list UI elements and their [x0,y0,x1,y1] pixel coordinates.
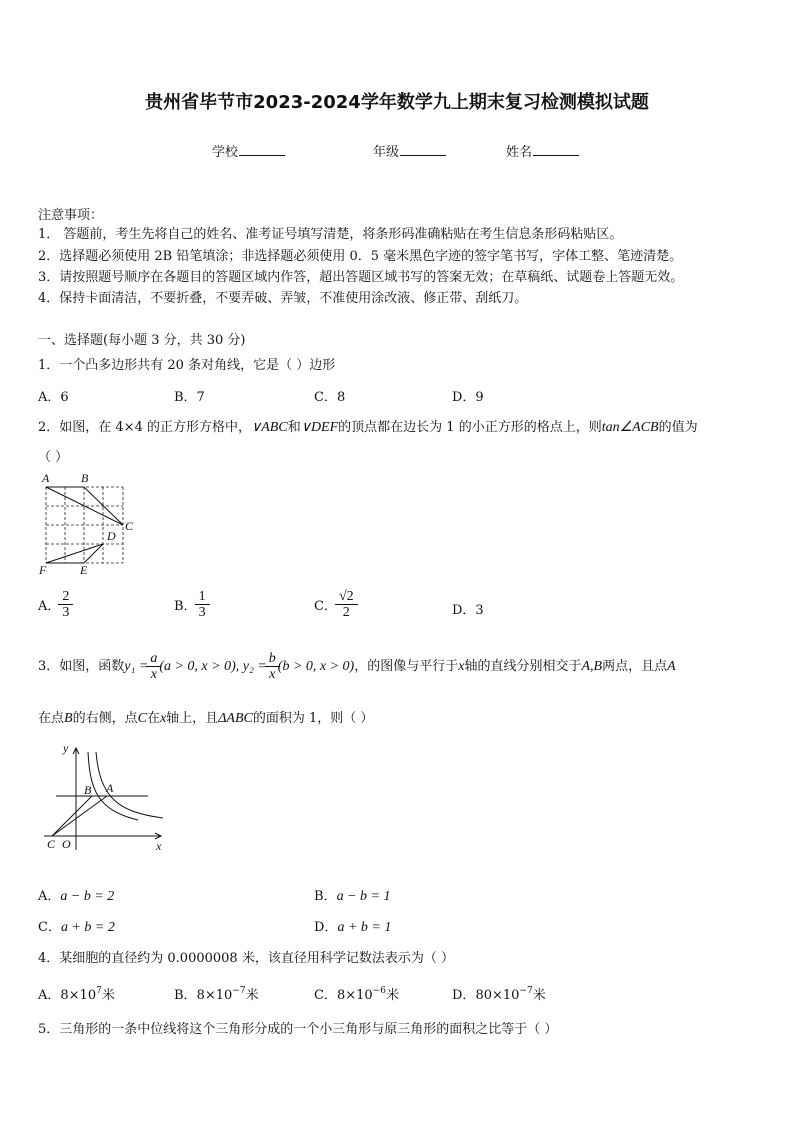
q4-option-c: C．$8\times 10^{-6}$米 [314,986,399,1003]
q1-option-d: D．9 [452,390,484,405]
section-heading: 一、选择题(每小题 3 分，共 30 分) [38,333,246,348]
q3-option-b: B．a − b = 1 [314,889,391,904]
notice-item: 4．保持卡面清洁，不要折叠，不要弄破、弄皱，不准使用涂改液、修正带、刮纸刀。 [38,291,528,306]
q3-stem-line1: 3．如图，函数y₁ = $\frac{a}{x}$ (a > 0, x > 0), y₂ = $\frac{b}{x}$ (b > 0, x > 0)，的图像与平行于x轴的直线分别相交于A,B两点，且点A [38,651,676,682]
grade-field: 年级 [373,141,446,160]
q2-option-d: D．3 [452,603,484,618]
segment-ca [52,796,107,836]
notice-item: 2．选择题必须使用 2B 铅笔填涂；非选择题必须使用 0．5 毫米黑色字迹的签字笔书写，字体工整、笔迹清楚。 [38,249,683,264]
q2-paren: （ ） [38,450,69,465]
q4-option-a: A．$8\times 10^7$米 [38,986,115,1003]
q4-stem: 4．某细胞的直径约为 0.0000008 米，该直径用科学记数法表示为（ ） [38,951,454,966]
q3-option-a: A．a − b = 2 [38,889,115,904]
label-e: E [80,563,88,577]
q1-option-a: A．6 [38,390,69,405]
q1-option-c: C．8 [314,390,346,405]
q1-option-b: B．7 [174,390,205,405]
grade-blank[interactable] [400,143,446,156]
q2-grid-figure [36,470,136,578]
label-o: O [62,837,71,851]
q3-option-d: D．a + b = 1 [314,920,392,935]
label-y: y [63,741,69,755]
q2-option-b: B． $\frac{1}{3}$ [174,589,208,620]
label-f: F [39,563,47,577]
school-field: 学校 [212,141,285,160]
name-blank[interactable] [533,143,579,156]
q3-graph-figure [38,738,170,854]
notice-item: 1． 答题前，考生先将自己的姓名、准考证号填写清楚，将条形码准确粘贴在考生信息条形码粘贴区。 [38,227,623,242]
q4-option-d: D．$80\times 10^{-7}$米 [452,986,546,1003]
segment-cb [52,796,92,836]
page-title: 贵州省毕节市2023-2024学年数学九上期末复习检测模拟试题 [145,92,649,113]
label-d: D [107,529,116,543]
notice-item: 3．请按照题号顺序在各题目的答题区域内作答，超出答题区域书写的答案无效；在草稿纸、试题卷上答题无效。 [38,270,684,285]
triangle-def [46,544,103,563]
q2-option-a: A． $\frac{2}{3}$ [38,589,71,620]
name-field: 姓名 [506,141,579,160]
q4-option-b: B．$8\times 10^{-7}$米 [174,986,259,1003]
grid-lines [46,487,123,563]
label-x: x [156,839,162,853]
label-a: A [106,781,114,795]
q1-stem: 1．一个凸多边形共有 20 条对角线，它是（ ）边形 [38,358,336,373]
q3-option-c: C．a + b = 2 [38,920,115,935]
label-b: B [84,783,92,797]
label-c: C [125,519,134,533]
q3-stem-line2: 在点B的右侧，点C在x轴上，且ΔABC的面积为 1，则（ ） [38,711,374,726]
label-c: C [47,837,56,851]
label-a: A [42,471,50,485]
school-blank[interactable] [239,143,285,156]
q5-stem: 5．三角形的一条中位线将这个三角形分成的一个小三角形与原三角形的面积之比等于（ ） [38,1022,558,1037]
q2-stem: 2．如图，在 4×4 的正方形方格中，∨ABC和∨DEF的顶点都在边长为 1 的小正方形的格点上，则tan∠ACB的值为 [38,420,698,435]
notice-heading: 注意事项： [38,208,104,223]
q2-option-c: C． $\frac{√2}{2}$ [314,589,356,620]
label-b: B [81,471,89,485]
